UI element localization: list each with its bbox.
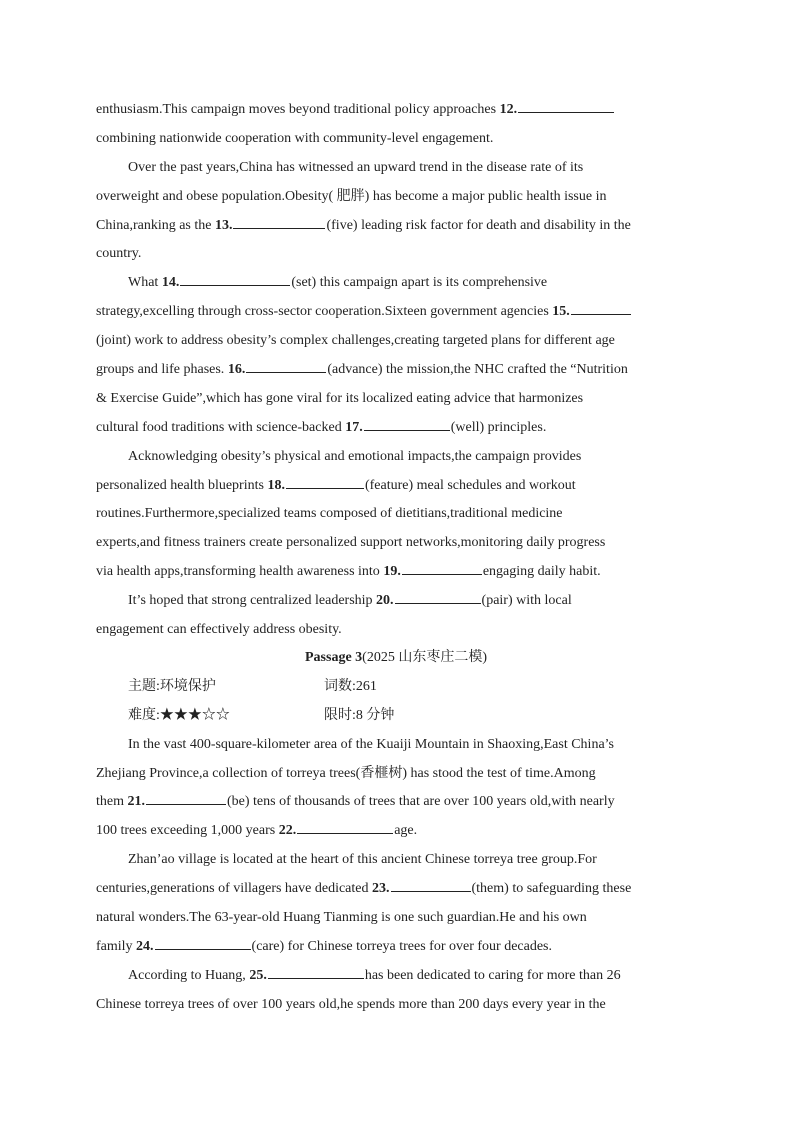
- answer-blank-14[interactable]: [180, 271, 290, 286]
- difficulty-rating: 难度:★★★☆☆: [128, 707, 230, 723]
- text-segment: What: [128, 275, 159, 291]
- paragraph-start-line: [96, 269, 696, 298]
- answer-blank-17[interactable]: [364, 416, 450, 431]
- topic-label: 主题:环境保护: [128, 678, 216, 694]
- blank-number-13: 13.: [214, 217, 233, 233]
- passage-meta-row: [96, 702, 696, 731]
- text-line: [96, 356, 696, 385]
- blank-number-24: 24.: [136, 938, 154, 954]
- text-line: overweight and obese population.Obesity( 肥胖) has become a major public health issue in: [96, 188, 607, 204]
- blank-number-12: 12.: [499, 102, 518, 117]
- blank-number-17: 17.: [345, 419, 363, 435]
- text-segment: (set) this campaign apart is its comprehensive: [291, 275, 548, 291]
- blank-number-16: 16.: [227, 362, 246, 378]
- text-line: [96, 212, 696, 241]
- passage-title: [96, 644, 696, 673]
- text-line: Chinese torreya trees of over 100 years old,he spends more than 200 days every year in the: [96, 996, 606, 1012]
- blank-number-20: 20.: [376, 593, 394, 609]
- answer-blank-21[interactable]: [146, 790, 226, 805]
- answer-blank-12[interactable]: [518, 98, 614, 113]
- answer-blank-25[interactable]: [268, 964, 364, 979]
- passage-meta-row: [96, 673, 696, 702]
- text-line: & Exercise Guide”,which has gone viral for its localized eating advice that harmonizes: [96, 390, 584, 406]
- text-line: (joint) work to address obesity’s complex challenges,creating targeted plans for different age: [96, 333, 615, 349]
- text-segment: (feature) meal schedules and workout: [364, 477, 576, 493]
- text-line: [96, 817, 696, 846]
- text-line: [96, 933, 696, 962]
- blank-number-15: 15.: [552, 304, 570, 320]
- text-line: [96, 788, 696, 817]
- text-line: combining nationwide cooperation with community-level engagement.: [96, 130, 494, 146]
- text-segment: (be) tens of thousands of trees that are over 100 years old,with nearly: [227, 794, 615, 810]
- answer-blank-15[interactable]: [571, 300, 631, 315]
- paragraph-start-line: Zhan’ao village is located at the heart of this ancient Chinese torreya tree group.For: [128, 852, 597, 868]
- text-segment: (five) leading risk factor for death and disability in the: [326, 217, 631, 233]
- blank-number-22: 22.: [278, 823, 297, 839]
- answer-blank-18[interactable]: [286, 474, 364, 489]
- text-segment: According to Huang,: [128, 967, 246, 983]
- text-segment: China,ranking as the: [96, 217, 212, 233]
- text-line: [96, 414, 696, 443]
- text-line: [96, 558, 696, 587]
- text-segment: centuries,generations of villagers have dedicated: [96, 881, 369, 897]
- text-segment: It’s hoped that strong centralized leadership: [128, 593, 373, 609]
- blank-number-14: 14.: [161, 275, 180, 291]
- text-segment: cultural food traditions with science-backed: [96, 419, 342, 435]
- blank-number-18: 18.: [267, 477, 285, 493]
- text-segment: (pair) with local: [481, 593, 572, 609]
- answer-blank-13[interactable]: [233, 214, 325, 229]
- text-line: [96, 875, 696, 904]
- text-segment: 100 trees exceeding 1,000 years: [96, 823, 276, 839]
- passage-2-text: [96, 96, 696, 645]
- blank-number-19: 19.: [383, 564, 401, 580]
- answer-blank-22[interactable]: [297, 819, 393, 834]
- text-segment: family: [96, 938, 133, 954]
- text-segment: via health apps,transforming health awareness into: [96, 564, 380, 580]
- text-line: Zhejiang Province,a collection of torreya trees(香榧树) has stood the test of time.Among: [96, 765, 596, 781]
- passage-source: (2025 山东枣庄二模): [362, 650, 487, 665]
- text-segment: (well) principles.: [450, 419, 547, 435]
- text-segment: (them) to safeguarding these: [471, 881, 632, 897]
- text-line: routines.Furthermore,specialized teams composed of dietitians,traditional medicine: [96, 506, 563, 522]
- text-segment: them: [96, 794, 124, 810]
- text-line: country.: [96, 246, 142, 262]
- answer-blank-23[interactable]: [391, 877, 471, 892]
- text-segment: (advance) the mission,the NHC crafted the “Nutrition: [327, 362, 628, 378]
- paragraph-start-line: Acknowledging obesity’s physical and emotional impacts,the campaign provides: [128, 448, 582, 464]
- text-segment: strategy,excelling through cross-sector cooperation.Sixteen government agencies: [96, 304, 549, 320]
- text-line: experts,and fitness trainers create personalized support networks,monitoring daily progress: [96, 535, 606, 551]
- text-line: engagement can effectively address obesity.: [96, 622, 342, 638]
- text-segment: (care) for Chinese torreya trees for over four decades.: [251, 938, 552, 954]
- blank-number-25: 25.: [249, 967, 267, 983]
- blank-number-23: 23.: [372, 881, 390, 897]
- word-count: 词数:261: [324, 678, 377, 694]
- text-line: natural wonders.The 63-year-old Huang Tianming is one such guardian.He and his own: [96, 910, 587, 926]
- answer-blank-19[interactable]: [402, 560, 482, 575]
- text-segment: has been dedicated to caring for more than 26: [364, 967, 621, 983]
- text-line: [96, 96, 696, 125]
- text-segment: engaging daily habit.: [482, 564, 601, 580]
- text-line: [96, 472, 696, 501]
- text-segment: groups and life phases.: [96, 362, 225, 378]
- paragraph-start-line: In the vast 400-square-kilometer area of the Kuaiji Mountain in Shaoxing,East China’s: [128, 736, 614, 752]
- blank-number-21: 21.: [127, 794, 145, 810]
- paragraph-start-line: [96, 962, 696, 991]
- passage-3: [96, 644, 696, 1020]
- text-segment: personalized health blueprints: [96, 477, 264, 493]
- paragraph-start-line: [96, 587, 696, 616]
- text-line: [96, 298, 696, 327]
- text-segment: age.: [394, 823, 418, 839]
- paragraph-start-line: Over the past years,China has witnessed an upward trend in the disease rate of its: [128, 159, 584, 175]
- answer-blank-20[interactable]: [395, 589, 481, 604]
- answer-blank-24[interactable]: [155, 935, 251, 950]
- answer-blank-16[interactable]: [246, 358, 326, 373]
- time-limit: 限时:8 分钟: [324, 707, 395, 723]
- passage-title-label: Passage 3: [305, 650, 363, 665]
- text-segment: enthusiasm.This campaign moves beyond traditional policy approaches: [96, 102, 497, 117]
